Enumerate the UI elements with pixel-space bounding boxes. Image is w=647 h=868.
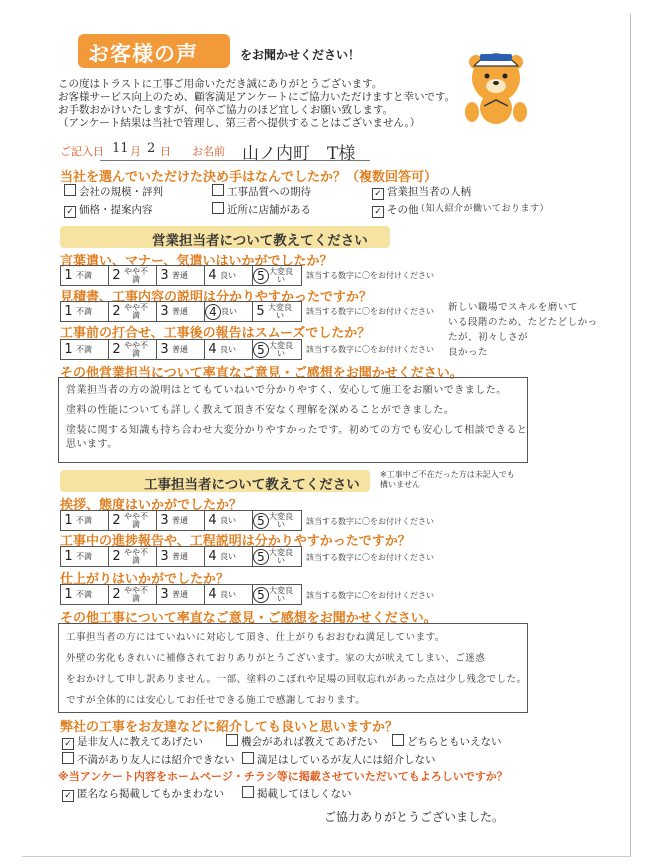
entry-underline [100, 160, 370, 161]
option-refer-neutral[interactable] [392, 734, 502, 749]
option-label: 工事品質への期待 [227, 186, 311, 198]
rating-number[interactable]: 2 [112, 587, 121, 602]
rating-number[interactable]: 1 [64, 587, 73, 602]
option-nearby[interactable] [212, 202, 311, 217]
rating-label: 大変良い [269, 547, 293, 565]
sales-section-title: 営業担当者について教えてください [152, 233, 368, 249]
question-publish: ※当アンケート内容をホームページ・チラシ等に掲載させていただいてもよろしいですか？ [58, 770, 508, 783]
rating-hint: 該当する数字に〇をお付けください [306, 553, 434, 562]
rating-hint: 該当する数字に〇をお付けください [306, 591, 434, 600]
rating-number[interactable]: 3 [160, 549, 169, 564]
side-note-line: 新しい職場でスキルを磨いて [448, 302, 578, 313]
rating-number[interactable]: 2 [112, 513, 121, 528]
rating-number[interactable]: 1 [64, 268, 73, 283]
works-comment-question: その他工事について率直なご意見・ご感想をお聞かせください。 [60, 611, 437, 626]
rating-number[interactable]: 4 [208, 268, 217, 283]
side-note-line: いる段階のため、たどたどしかったが、初々しさが [448, 317, 598, 343]
checkbox[interactable] [212, 202, 224, 214]
option-salesperson[interactable] [372, 184, 471, 200]
option-refer-satisfied-no[interactable] [242, 752, 436, 767]
rating-number[interactable]: 5 [256, 304, 265, 319]
month-label: 月 [130, 145, 141, 158]
option-price[interactable] [64, 202, 153, 218]
rating-scale-works-3[interactable] [60, 584, 302, 605]
rating-label: やや不満 [124, 302, 148, 320]
sales-question-2: 見積書、工事内容の説明は分かりやすかったですか？ [60, 290, 373, 305]
option-label: その他 [387, 204, 419, 216]
checkbox-checked[interactable]: ✓ [372, 206, 384, 218]
sales-side-note[interactable] [448, 300, 598, 360]
rating-hint: 該当する数字に〇をお付けください [306, 307, 434, 316]
name-value[interactable]: 山ノ内町 T様 [242, 144, 356, 164]
rating-label: 良い [220, 344, 236, 354]
bear-mascot-icon [454, 40, 538, 126]
checkbox[interactable] [242, 752, 254, 764]
works-question-2: 工事中の進捗報告や、工程説明は分かりやすかったですか？ [60, 534, 411, 549]
rating-scale-sales-1[interactable] [60, 265, 302, 286]
rating-number[interactable]: 3 [160, 304, 169, 319]
rating-label: 大変良い [269, 585, 293, 603]
day-label: 日 [160, 145, 171, 158]
option-refer-maybe[interactable] [226, 734, 378, 749]
checkbox-checked[interactable]: ✓ [62, 738, 74, 750]
option-label: 近所に店舗がある [227, 204, 311, 216]
intro-line: この度はトラストに工事ご用命いただき誠にありがとうございます。 [58, 78, 383, 90]
option-label: 不満があり友人には紹介できない [77, 754, 235, 766]
name-label: お名前 [192, 145, 225, 158]
rating-scale-sales-3[interactable] [60, 339, 302, 360]
rating-number[interactable]: 1 [64, 342, 73, 357]
comment-line: 営業担当者の方の説明はとてもていねいで分かりやすく、安心して施工をお願いできました。 [66, 385, 507, 396]
checkbox-checked[interactable]: ✓ [372, 188, 384, 200]
rating-label: やや不満 [124, 340, 148, 358]
intro-line: お客様サービス向上のため、顧客満足アンケートにご協力いただけますと幸いです。 [58, 91, 456, 103]
rating-label: 大変良い [268, 302, 292, 320]
option-label: 営業担当者の人柄 [387, 186, 471, 198]
option-label: 是非友人に教えてあげたい [77, 736, 203, 748]
rating-number[interactable]: 1 [64, 549, 73, 564]
option-refer-no[interactable] [62, 752, 235, 767]
rating-label: やや不満 [124, 547, 148, 565]
checkbox[interactable] [62, 752, 74, 764]
rating-number[interactable]: 2 [112, 268, 121, 283]
rating-label: 不満 [76, 551, 92, 561]
side-note-line: 良かった [448, 347, 489, 358]
works-section-title: 工事担当者について教えてください [144, 477, 360, 493]
rating-label: 不満 [76, 344, 92, 354]
rating-number[interactable]: 3 [160, 342, 169, 357]
rating-number[interactable]: 4 [208, 342, 217, 357]
option-label: 会社の規模・評判 [79, 186, 163, 198]
rating-label: 大変良い [269, 266, 293, 284]
rating-label: やや不満 [124, 511, 148, 529]
page-subtitle: をお聞かせください！ [240, 48, 361, 62]
works-question-3: 仕上がりはいかがでしたか？ [60, 572, 230, 587]
rating-label: 普通 [172, 306, 188, 316]
rating-label: やや不満 [124, 266, 148, 284]
comment-line: をおかけして申し訳ありません。一部、塗料のこぼれや足場の回収忘れがあった点は少し残念でした。 [66, 674, 527, 685]
comment-line: 塗装に関する知識も持ち合わせ大変分かりやすかったです。初めての方でも安心して相談できると [66, 425, 528, 436]
rating-label: 普通 [172, 589, 188, 599]
rating-number[interactable]: 4 [208, 513, 217, 528]
option-refer-yes[interactable] [62, 734, 203, 750]
rating-number[interactable]: 1 [64, 304, 73, 319]
option-quality[interactable] [212, 184, 311, 199]
rating-number-selected[interactable]: 4 [205, 304, 221, 320]
option-label: どちらともいえない [407, 736, 502, 748]
comment-line: 工事担当者の方にはていねいに対応して頂き、仕上がりもおおむね満足しています。 [66, 632, 445, 643]
rating-number-selected[interactable]: 5 [253, 587, 269, 603]
rating-label: 普通 [172, 515, 188, 525]
rating-number-selected[interactable]: 5 [253, 513, 269, 529]
rating-label: 良い [220, 515, 236, 525]
rating-number-selected[interactable]: 5 [253, 342, 269, 358]
page-title: お客様の声 [88, 42, 198, 66]
option-label: 価格・提案内容 [79, 204, 153, 216]
option-label: 機会があれば教えてあげたい [241, 736, 378, 748]
day-value[interactable]: 2 [147, 141, 156, 156]
sales-comment-question: その他営業担当について率直なご意見・ご感想をお聞かせください。 [60, 366, 463, 381]
checkbox[interactable] [212, 184, 224, 196]
option-label: 掲載してほしくない [257, 788, 352, 800]
intro-line: （アンケート結果は当社で管理し、第三者へ提供することはございません。） [58, 117, 421, 129]
month-value[interactable]: 11 [112, 141, 129, 156]
rating-scale-works-2[interactable] [60, 546, 302, 567]
rating-number[interactable]: 3 [160, 268, 169, 283]
rating-number-selected[interactable]: 5 [253, 268, 269, 284]
comment-line: ですが全体的には安心してお任せできる施工で感謝しております。 [66, 695, 366, 706]
rating-label: 大変良い [269, 511, 293, 529]
option-label: 満足はしているが友人には紹介しない [257, 754, 436, 766]
checkbox-checked[interactable]: ✓ [62, 790, 74, 802]
sales-comment-text [66, 381, 527, 455]
question-referral: 弊社の工事をお友達などに紹介しても良いと思いますか？ [60, 720, 399, 735]
rating-label: 良い [220, 551, 236, 561]
rating-number[interactable]: 1 [64, 513, 73, 528]
rating-label: 不満 [76, 306, 92, 316]
rating-label: 普通 [172, 344, 188, 354]
rating-label: 不満 [76, 515, 92, 525]
rating-number[interactable]: 3 [160, 587, 169, 602]
comment-line: 塗料の性能についても詳しく教えて頂き不安なく理解を深めることができました。 [66, 405, 455, 416]
rating-label: 不満 [76, 270, 92, 280]
date-label: ご記入日 [60, 145, 104, 158]
rating-label: 不満 [76, 589, 92, 599]
checkbox[interactable] [226, 734, 238, 746]
other-reason-text[interactable]: （知人紹介が働いております） [416, 204, 550, 214]
option-publish-no[interactable] [242, 786, 352, 801]
rating-label: 良い [220, 589, 236, 599]
rating-label: 普通 [172, 270, 188, 280]
works-section-note: ※工事中ご不在だった方は未記入でも構いません [380, 470, 515, 489]
sales-question-3: 工事前の打合せ、工事後の報告はスムーズでしたか？ [60, 326, 371, 341]
rating-scale-sales-2[interactable] [60, 301, 302, 322]
rating-number-selected[interactable]: 5 [253, 549, 269, 565]
thanks-text: ご協力ありがとうございました。 [324, 810, 505, 824]
rating-label: 良い [221, 306, 237, 316]
rating-label: 大変良い [269, 340, 293, 358]
rating-number[interactable]: 2 [112, 549, 121, 564]
comment-line: 外壁の劣化もきれいに補修されておりありがとうございます。家の大が吠えてしまい、ご迷惑 [66, 653, 486, 664]
rating-number[interactable]: 4 [208, 549, 217, 564]
rating-number[interactable]: 2 [112, 342, 121, 357]
rating-number[interactable]: 4 [208, 587, 217, 602]
checkbox[interactable] [392, 734, 404, 746]
checkbox[interactable] [64, 184, 76, 196]
rating-label: やや不満 [124, 585, 148, 603]
checkbox-checked[interactable]: ✓ [64, 206, 76, 218]
question-reason: 当社を選んでいただけた決め手はなんでしたか？（複数回答可） [60, 170, 438, 185]
sales-question-1: 言葉遣い、マナー、気遣いはいかがでしたか？ [60, 254, 333, 269]
option-company[interactable] [64, 184, 163, 199]
rating-hint: 該当する数字に〇をお付けください [306, 517, 434, 526]
option-other[interactable] [372, 202, 419, 218]
rating-label: 良い [220, 270, 236, 280]
rating-hint: 該当する数字に〇をお付けください [306, 271, 434, 280]
rating-label: 普通 [172, 551, 188, 561]
intro-text [58, 78, 455, 130]
rating-scale-works-1[interactable] [60, 510, 302, 531]
intro-line: お手数おかけいたしますが、何卒ご協力のほど宜しくお願い致します。 [58, 104, 394, 116]
option-label: 匿名なら掲載してもかまわない [77, 788, 224, 800]
works-comment-text [66, 627, 526, 711]
rating-number[interactable]: 2 [112, 304, 121, 319]
comment-line: 思います。 [66, 439, 118, 450]
checkbox[interactable] [242, 786, 254, 798]
works-question-1: 挨拶、態度はいかがでしたか？ [60, 498, 243, 513]
option-publish-anonymous[interactable] [62, 786, 224, 802]
rating-number[interactable]: 3 [160, 513, 169, 528]
rating-hint: 該当する数字に〇をお付けください [306, 345, 434, 354]
